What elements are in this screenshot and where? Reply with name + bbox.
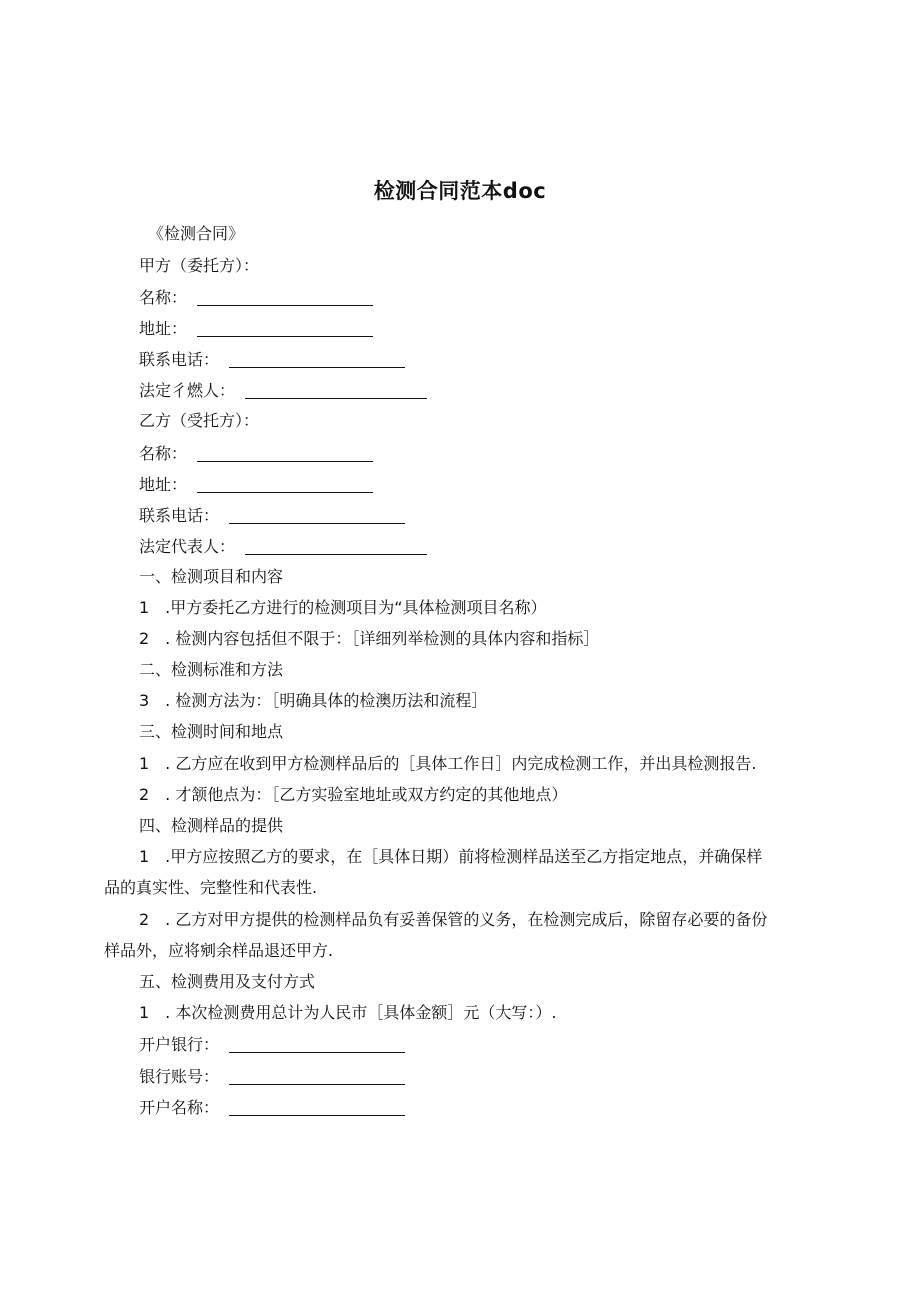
party-b-phone-blank — [229, 507, 405, 524]
party-a-heading: 甲方（委托方）： — [139, 256, 260, 275]
account-name-blank — [229, 1099, 405, 1116]
section-3-item-2: 2 . 才颔他点为：［乙方实验室地址或双方约定的其他地点） — [139, 785, 568, 804]
bank-account-label: 银行账号： — [139, 1067, 220, 1086]
party-a-phone-blank — [229, 351, 405, 368]
party-a-rep-blank — [245, 382, 427, 399]
section-1-item-2: 2 . 检测内容包括但不限于：［详细列举检测的具体内容和指标］ — [139, 629, 600, 648]
section-2-item-3: 3 . 检测方法为：［明确具体的检澳历法和流程］ — [139, 691, 488, 710]
account-name-label: 开户名称： — [139, 1098, 220, 1117]
party-b-phone-label: 联系电话： — [139, 506, 220, 525]
bank-name-blank — [229, 1036, 405, 1053]
section-3-heading: 三、检测时间和地点 — [139, 722, 284, 741]
section-4-item-1: 1 .甲方应按照乙方的要求，在［具体日期）前将检测样品送至乙方指定地点，并确保样 — [139, 847, 763, 866]
party-a-name-field — [139, 286, 373, 309]
section-5-heading: 五、检测费用及支付方式 — [139, 972, 316, 991]
party-b-name-blank — [197, 445, 373, 462]
party-b-rep-field — [139, 535, 427, 558]
party-a-name-blank — [197, 289, 373, 306]
bank-name-label: 开户银行： — [139, 1035, 220, 1054]
party-b-address-label: 地址： — [139, 475, 188, 494]
bank-name-field — [139, 1033, 405, 1056]
party-b-heading: 乙方（受托方）： — [139, 411, 260, 430]
section-4-item-1-continued: 品的真实性、完整性和代表性. — [104, 878, 318, 897]
party-a-address-field — [139, 317, 373, 340]
section-1-item-1: 1 .甲方委托乙方进行的检测项目为“具体检测项目名称） — [139, 598, 547, 617]
party-a-rep-label: 法定彳燃人： — [139, 381, 236, 400]
party-b-phone-field — [139, 504, 405, 527]
party-a-name-label: 名称： — [139, 288, 188, 307]
party-b-address-blank — [197, 476, 373, 493]
section-1-heading: 一、检测项目和内容 — [139, 567, 284, 586]
party-b-rep-blank — [245, 538, 427, 555]
section-4-heading: 四、检测样品的提供 — [139, 816, 284, 835]
party-a-address-blank — [197, 320, 373, 337]
section-5-item-1: 1 . 本次检测费用总计为人民市［具体金额］元（大写：）. — [139, 1003, 557, 1022]
party-a-phone-field — [139, 348, 405, 371]
bank-account-blank — [229, 1068, 405, 1085]
party-b-rep-label: 法定代表人： — [139, 537, 236, 556]
party-a-rep-field — [139, 379, 427, 402]
section-2-heading: 二、检测标准和方法 — [139, 660, 284, 679]
section-3-item-1: 1 . 乙方应在收到甲方检测样品后的［具体工作日］内完成检测工作，并出具检测报告. — [139, 754, 757, 773]
party-a-phone-label: 联系电话： — [139, 350, 220, 369]
section-4-item-2: 2 . 乙方对甲方提供的检测样品负有妥善保管的义务，在检测完成后，除留存必要的备份 — [139, 910, 768, 929]
section-4-item-2-continued: 样品外，应将剜余样品退还甲方. — [104, 941, 334, 960]
account-name-field — [139, 1096, 405, 1119]
document-title: 检测合同范本doc — [373, 179, 547, 203]
party-a-address-label: 地址： — [139, 319, 188, 338]
party-b-address-field — [139, 473, 373, 496]
bank-account-field — [139, 1065, 405, 1088]
contract-name: 《检测合同》 — [148, 224, 245, 243]
party-b-name-field — [139, 442, 373, 465]
party-b-name-label: 名称： — [139, 444, 188, 463]
